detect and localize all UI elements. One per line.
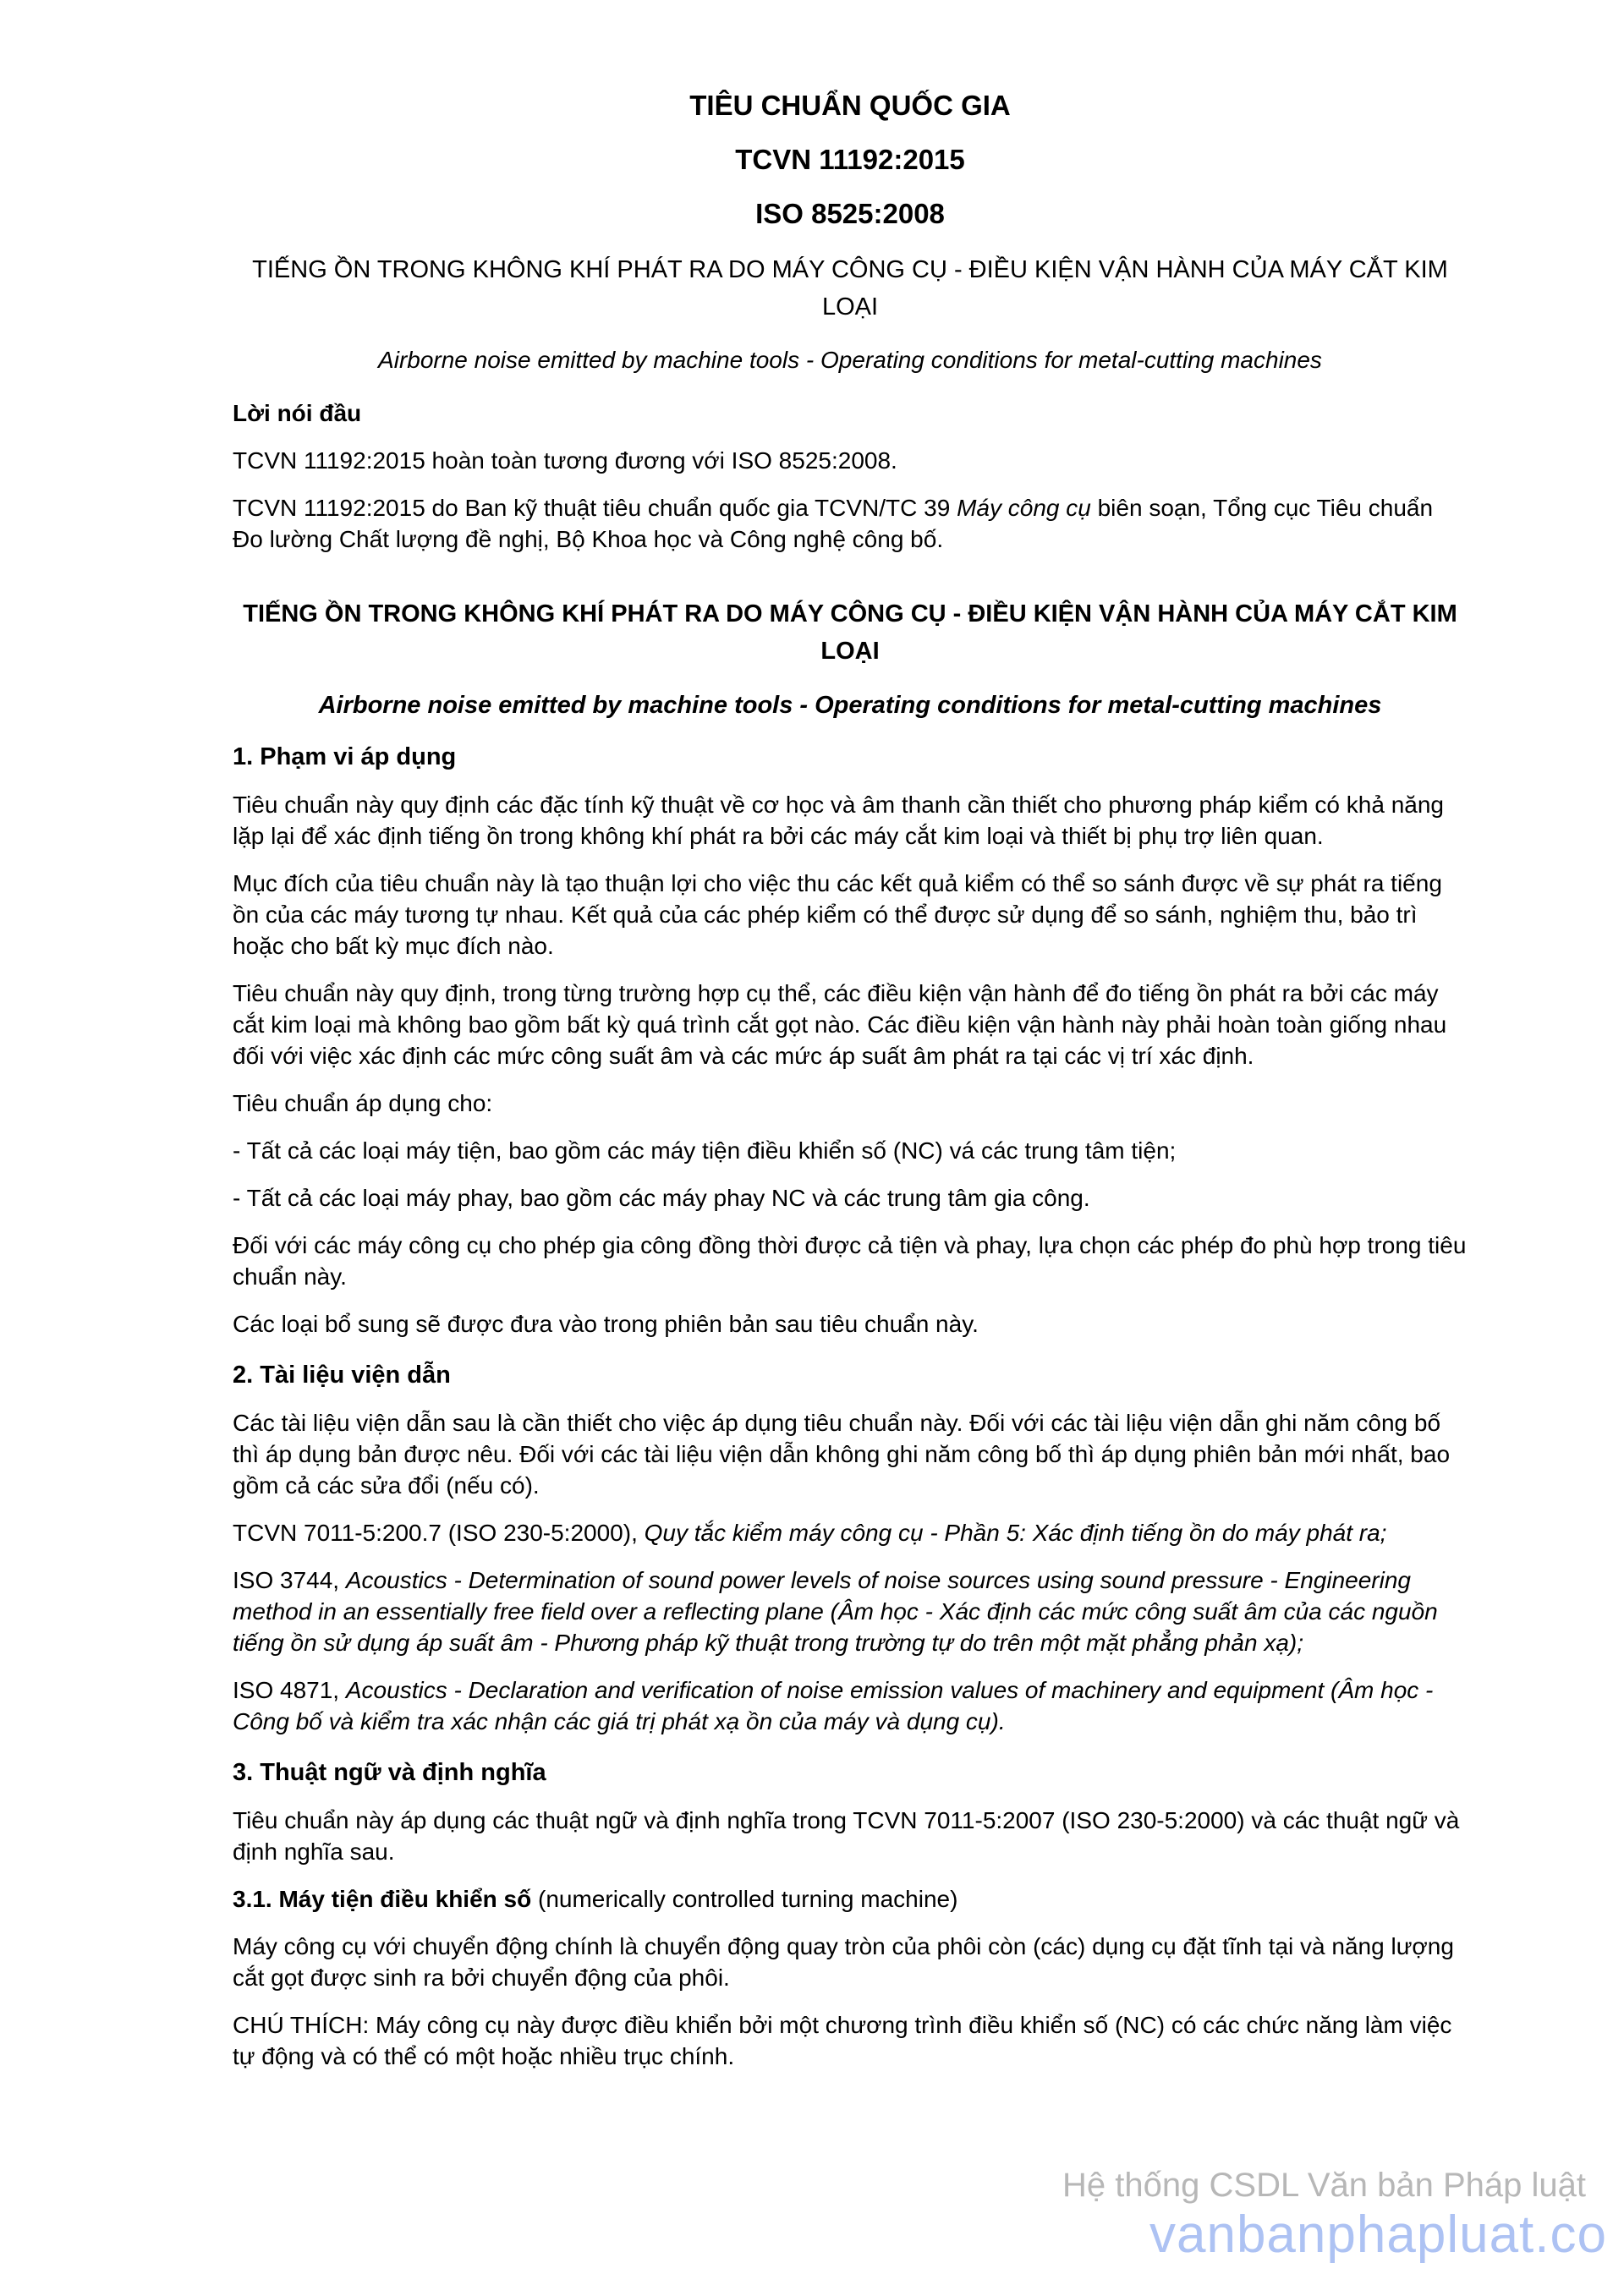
reference-code: ISO 3744,	[233, 1567, 346, 1593]
term-note: CHÚ THÍCH: Máy công cụ này được điều khiển bởi một chương trình điều khiển số (NC) có các chức năng làm việc tự động và có thể có một hoặc nhiều trục chính.	[233, 2012, 1452, 2069]
doc-type-title: TIÊU CHUẨN QUỐC GIA	[689, 90, 1011, 121]
reference-title: Acoustics - Declaration and verification of noise emission values of machinery and equipment (Âm học - Công bố và kiểm tra xác nhận các giá trị phát xạ ồn của máy và dụng cụ).	[233, 1677, 1434, 1734]
scope-paragraph: Tiêu chuẩn này quy định, trong từng trường hợp cụ thể, các điều kiện vận hành để đo tiếng ồn phát ra bởi các máy cắt kim loại mà không bao gồm bất kỳ quá trình cắt gọt nào. Các điều kiện vận hành này phải hoàn toàn giống nhau đối với việc xác định các mức công suất âm và các mức áp suất âm phát ra tại các vị trí xác định.	[233, 980, 1447, 1069]
section-2-heading: 2. Tài liệu viện dẫn	[233, 1362, 451, 1389]
iso-number: ISO 8525:2008	[755, 198, 945, 229]
reference-code: ISO 4871,	[233, 1677, 346, 1703]
foreword-text: TCVN 11192:2015 do Ban kỹ thuật tiêu chuẩn quốc gia TCVN/TC 39	[233, 495, 957, 521]
term-name-en: (numerically controlled turning machine)	[531, 1886, 958, 1912]
section-3-heading: 3. Thuật ngữ và định nghĩa	[233, 1759, 546, 1786]
main-title-vi: TIẾNG ỒN TRONG KHÔNG KHÍ PHÁT RA DO MÁY CÔNG CỤ - ĐIỀU KIỆN VẬN HÀNH CỦA MÁY CẮT KIM LOẠI	[243, 600, 1457, 665]
foreword-paragraph	[233, 492, 1468, 555]
reference-item	[233, 1564, 1468, 1658]
watermark-line1: Hệ thống CSDL Văn bản Pháp luật	[1062, 2167, 1586, 2204]
standard-title-en: Airborne noise emitted by machine tools - Operating conditions for metal-cutting machines	[378, 347, 1322, 373]
scope-paragraph: Tiêu chuẩn áp dụng cho:	[233, 1090, 493, 1116]
foreword-paragraph: TCVN 11192:2015 hoàn toàn tương đương với ISO 8525:2008.	[233, 447, 897, 474]
section-1-heading: 1. Phạm vi áp dụng	[233, 743, 457, 770]
main-title-en: Airborne noise emitted by machine tools - Operating conditions for metal-cutting machines	[318, 692, 1382, 719]
reference-code: TCVN 7011-5:200.7 (ISO 230-5:2000),	[233, 1520, 645, 1546]
scope-list-item: - Tất cả các loại máy tiện, bao gồm các máy tiện điều khiển số (NC) vá các trung tâm tiện;	[233, 1137, 1177, 1164]
reference-item	[233, 1517, 1468, 1548]
scope-paragraph: Tiêu chuẩn này quy định các đặc tính kỹ thuật về cơ học và âm thanh cần thiết cho phương pháp kiểm có khả năng lặp lại để xác định tiếng ồn trong không khí phát ra bởi các máy cắt kim loại và thiết bị phụ trợ liên quan.	[233, 792, 1444, 849]
foreword-committee-name: Máy công cụ	[957, 495, 1091, 521]
term-name-vi: 3.1. Máy tiện điều khiển số	[233, 1886, 532, 1912]
scope-paragraph: Mục đích của tiêu chuẩn này là tạo thuận lợi cho việc thu các kết quả kiểm có thể so sánh được về sự phát ra tiếng ồn của các máy tương tự nhau. Kết quả của các phép kiểm có thể được sử dụng để so sánh, nghiệm thu, bảo trì hoặc cho bất kỳ mục đích nào.	[233, 870, 1442, 959]
term-definition: Máy công cụ với chuyển động chính là chuyển động quay tròn của phôi còn (các) dụng cụ đặt tĩnh tại và năng lượng cắt gọt được sinh ra bởi chuyển động của phôi.	[233, 1933, 1454, 1991]
terms-paragraph: Tiêu chuẩn này áp dụng các thuật ngữ và định nghĩa trong TCVN 7011-5:2007 (ISO 230-5:2000) và các thuật ngữ và định nghĩa sau.	[233, 1807, 1460, 1865]
reference-item	[233, 1674, 1468, 1737]
scope-paragraph: Đối với các máy công cụ cho phép gia công đồng thời được cả tiện và phay, lựa chọn các phép đo phù hợp trong tiêu chuẩn này.	[233, 1232, 1467, 1290]
references-paragraph: Các tài liệu viện dẫn sau là cần thiết cho việc áp dụng tiêu chuẩn này. Đối với các tài liệu viện dẫn ghi năm công bố thì áp dụng bản được nêu. Đối với các tài liệu viện dẫn không ghi năm công bố thì áp dụng phiên bản mới nhất, bao gồm cả các sửa đổi (nếu có).	[233, 1410, 1451, 1499]
foreword-heading: Lời nói đầu	[233, 400, 362, 426]
watermark-line2: vanbanphapluat.co	[1149, 2206, 1607, 2264]
foreword-text: biên soạn, Tổng cục Tiêu chuẩn Đo lường Chất lượng đề nghị, Bộ Khoa học và Công nghệ công bố.	[233, 495, 1434, 552]
standard-number: TCVN 11192:2015	[735, 144, 965, 175]
document-body	[233, 89, 1468, 2088]
scope-list-item: - Tất cả các loại máy phay, bao gồm các máy phay NC và các trung tâm gia công.	[233, 1185, 1090, 1211]
term-3-1-heading	[233, 1883, 1468, 1915]
scope-paragraph: Các loại bổ sung sẽ được đưa vào trong phiên bản sau tiêu chuẩn này.	[233, 1311, 979, 1337]
reference-title: Acoustics - Determination of sound power levels of noise sources using sound pressure - Engineering method in an essentially free field over a reflecting plane (Âm học - Xác định các mức công suất âm của các nguồn tiếng ồn sử dụng áp suất âm - Phương pháp kỹ thuật trong trường tự do trên một mặt phẳng phản xạ);	[233, 1567, 1438, 1656]
site-watermark	[1062, 2165, 1607, 2265]
standard-title-vi: TIẾNG ỒN TRONG KHÔNG KHÍ PHÁT RA DO MÁY CÔNG CỤ - ĐIỀU KIỆN VẬN HÀNH CỦA MÁY CẮT KIM LOẠI	[252, 256, 1448, 321]
reference-title: Quy tắc kiểm máy công cụ - Phần 5: Xác định tiếng ồn do máy phát ra;	[644, 1520, 1387, 1546]
